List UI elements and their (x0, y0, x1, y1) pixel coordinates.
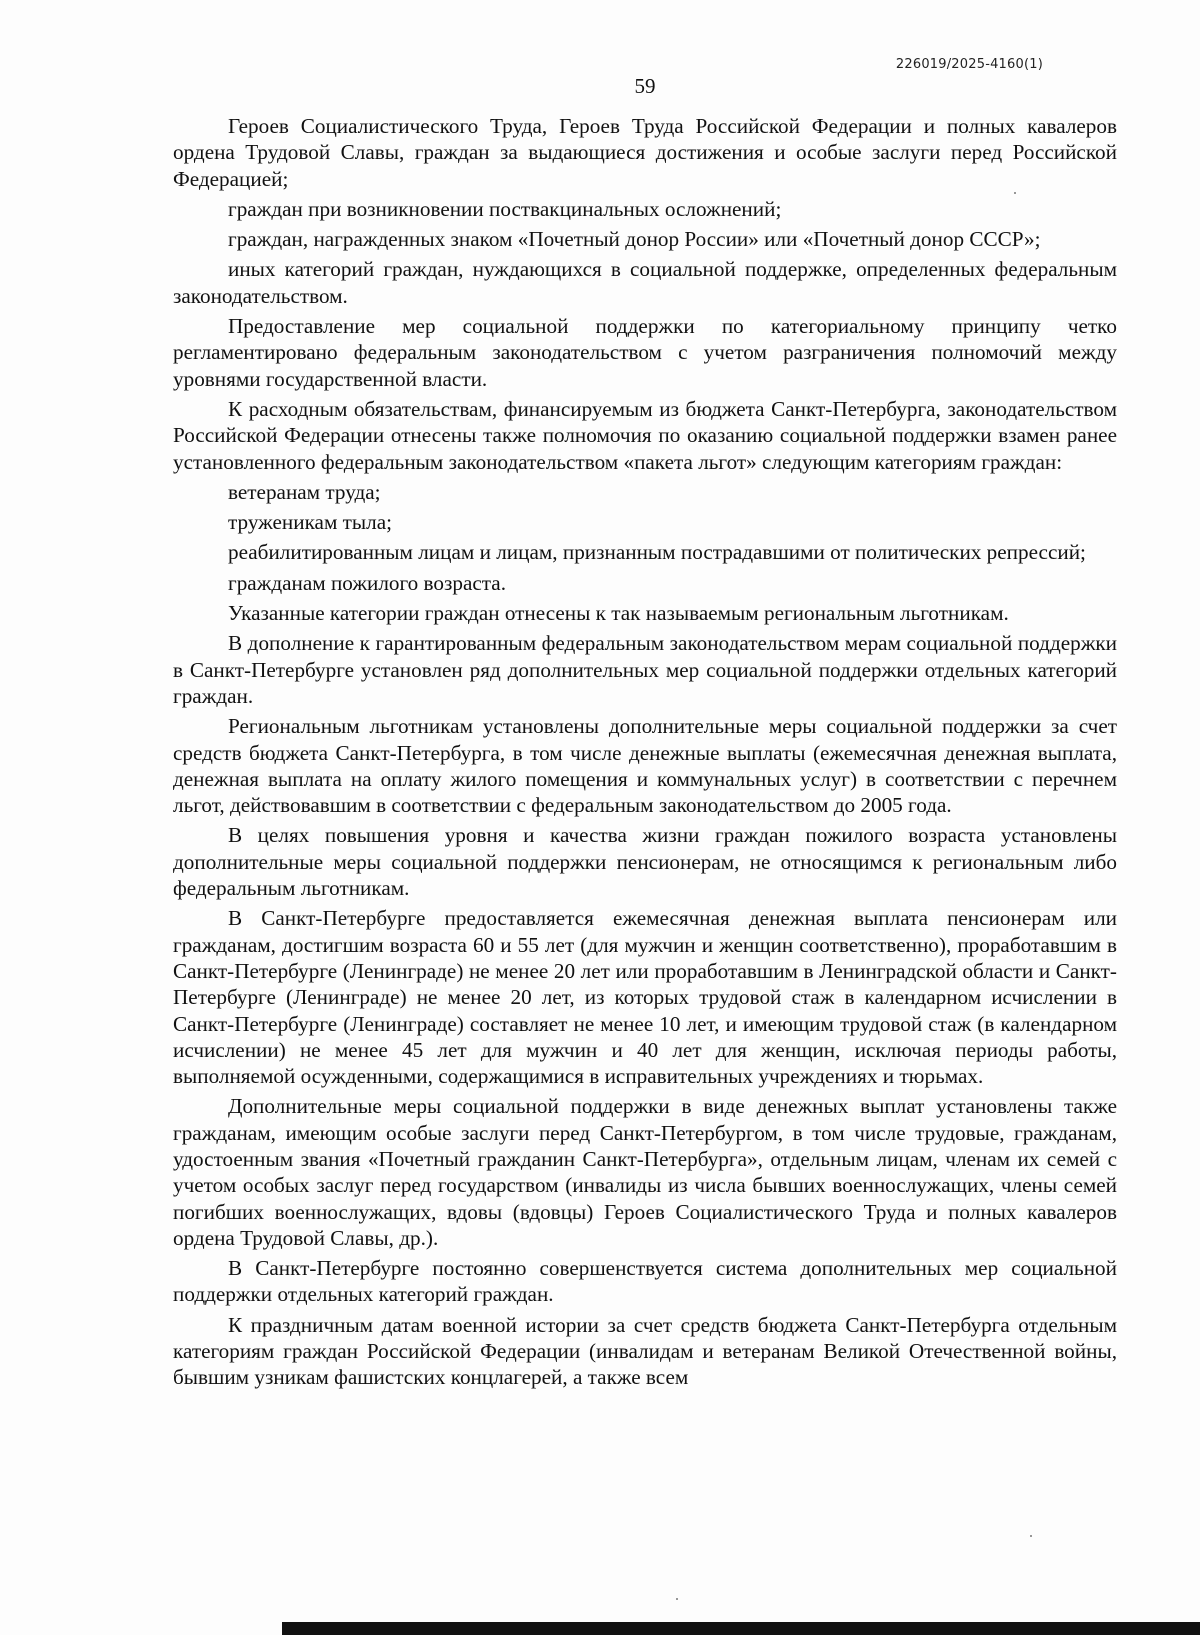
paragraph: гражданам пожилого возраста. (228, 570, 507, 595)
paragraph: Дополнительные меры социальной поддержки в виде денежных выплат установлены также гражданам, имеющим особые заслуги перед Санкт-Петербургом, в том числе трудовые, гражданам, удостоенным звания «Почетный гражданин Санкт-Петербурга», отдельным лицам, членам их семей с учетом особых заслуг перед государством (инвалиды из числа бывших военнослужащих, члены семей погибших военнослужащих, вдовы (вдовцы) Героев Социалистического Труда и полных кавалеров ордена Трудовой Славы, др.). (173, 1094, 1117, 1250)
paragraph: Героев Социалистического Труда, Героев Труда Российской Федерации и полных кавалеров ордена Трудовой Славы, граждан за выдающиеся достижения и особые заслуги перед Российской Федерацией; (173, 114, 1117, 191)
scan-edge-bar (282, 1622, 1200, 1635)
scan-speck (1014, 192, 1016, 194)
scan-speck (676, 1598, 678, 1600)
paragraph: В Санкт-Петербурге предоставляется ежемесячная денежная выплата пенсионерам или гражданам, достигшим возраста 60 и 55 лет (для мужчин и женщин соответственно), проработавшим в Санкт-Петербурге (Ленинграде) не менее 20 лет или проработавшим в Ленинградской области и Санкт-Петербурге (Ленинграде) не менее 20 лет, из которых трудовой стаж в календарном исчислении в Санкт-Петербурге (Ленинграде) составляет не менее 10 лет, и имеющим трудовой стаж (в календарном исчислении) не менее 45 лет для мужчин и 40 лет для женщин, исключая периоды работы, выполняемой осужденными, содержащимися в исправительных учреждениях и тюрьмах. (173, 906, 1117, 1089)
paragraph: иных категорий граждан, нуждающихся в социальной поддержке, определенных федеральным законодательством. (173, 257, 1117, 308)
paragraph: труженикам тыла; (228, 510, 393, 535)
paragraph: В дополнение к гарантированным федеральным законодательством мерам социальной поддержки в Санкт-Петербурге установлен ряд дополнительных мер социальной поддержки отдельных категорий граждан. (173, 631, 1117, 708)
paragraph: К праздничным датам военной истории за счет средств бюджета Санкт-Петербурга отдельным категориям граждан Российской Федерации (инвалидам и ветеранам Великой Отечественной войны, бывшим узникам фашистских концлагерей, а также всем (173, 1312, 1117, 1390)
paragraph: реабилитированным лицам и лицам, признанным пострадавшими от политических репрессий; (228, 540, 1086, 565)
paragraph: граждан, награжденных знаком «Почетный донор России» или «Почетный донор СССР»; (228, 227, 1041, 252)
scan-speck (1030, 1535, 1032, 1537)
paragraph: К расходным обязательствам, финансируемым из бюджета Санкт-Петербурга, законодательством Российской Федерации отнесены также полномочия по оказанию социальной поддержки взамен ранее установленного федеральным законодательством «пакета льгот» следующим категориям граждан: (173, 396, 1117, 474)
paragraph: В Санкт-Петербурге постоянно совершенствуется система дополнительных мер социальной поддержки отдельных категорий граждан. (173, 1256, 1117, 1307)
document-body (173, 113, 1117, 1391)
paragraph: Региональным льготникам установлены дополнительные меры социальной поддержки за счет средств бюджета Санкт-Петербурга, в том числе денежные выплаты (ежемесячная денежная выплата, денежная выплата на оплату жилого помещения и коммунальных услуг) в соответствии с перечнем льгот, действовавшим в соответствии с федеральным законодательством до 2005 года. (173, 714, 1117, 818)
paragraph: В целях повышения уровня и качества жизни граждан пожилого возраста установлены дополнительные меры социальной поддержки пенсионерам, не относящимся к региональным либо федеральным льготникам. (173, 823, 1117, 901)
paragraph: Указанные категории граждан отнесены к так называемым региональным льготникам. (228, 601, 1009, 626)
page-number: 59 (634, 74, 656, 98)
paragraph: Предоставление мер социальной поддержки по категориальному принципу четко регламентировано федеральным законодательством с учетом разграничения полномочий между уровнями государственной власти. (173, 314, 1117, 391)
paragraph: граждан при возникновении поствакцинальных осложнений; (228, 196, 782, 221)
paragraph: ветеранам труда; (228, 479, 381, 504)
document-id: 226019/2025-4160(1) (895, 57, 1043, 72)
